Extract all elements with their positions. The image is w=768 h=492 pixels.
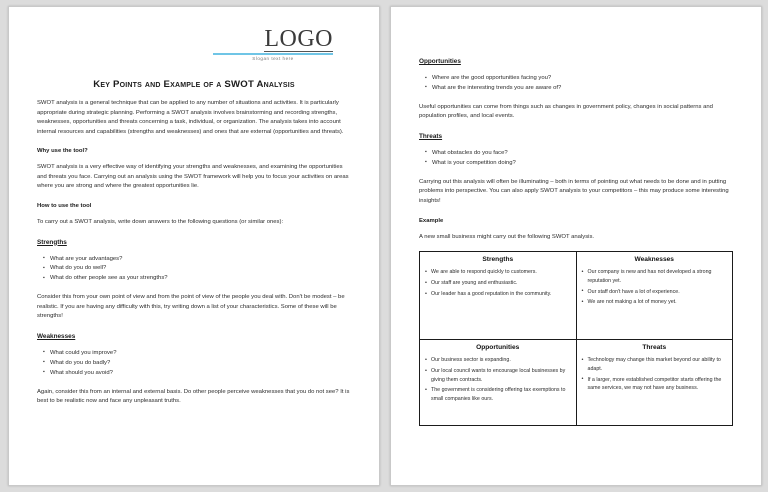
list-item: • Our company is new and has not developed a strong reputation yet. [582,268,728,285]
weaknesses-heading: Weaknesses [37,332,76,340]
example-heading: Example [419,217,444,224]
swot-cell-opportunities [420,340,577,426]
list-item: ▪ What obstacles do you face? [425,149,733,159]
document-page-1 [8,6,380,486]
intro-paragraph: SWOT analysis is a general technique that can be applied to any number of situations and activities. It is particularly appropriate during strategic planning. Performing a SWOT analysis involves brainstorming and recording strengths, weaknesses, opportunities and threats concerning a task, individual, or organization. The analysis takes into account internal resources and capabilities (strengths and weaknesses) and ones that are external (opportunities and threats). [37,100,344,135]
list-item: • Our leader has a good reputation in the community. [425,290,571,298]
strengths-heading: Strengths [37,238,67,246]
logo-accent-rule [213,53,333,55]
swot-weaknesses-list [582,268,728,307]
swot-cell-strengths [420,252,577,340]
swot-strengths-list [425,268,571,298]
list-item: • Our staff are young and enthusiastic. [425,279,571,287]
logo-wordmark: LOGO [264,26,333,52]
list-item: • We are not making a lot of money yet. [582,298,728,306]
table-row [420,252,733,340]
weaknesses-question-list [37,349,351,379]
example-paragraph: A new small business might carry out the following SWOT analysis. [419,233,595,240]
list-item: • We are able to respond quickly to customers. [425,268,571,276]
table-row [420,340,733,426]
threats-heading: Threats [419,132,443,140]
quadrant-title-strengths: Strengths [482,256,514,264]
logo-block [213,27,333,61]
quadrant-title-weaknesses: Weaknesses [634,256,674,264]
list-item: ▪ What are your advantages? [43,255,351,265]
swot-opportunities-list [425,356,571,403]
opportunities-question-list [419,74,733,94]
list-item: • If a larger, more established competitor starts offering the same services, we may not have any business. [582,376,728,393]
threats-question-list [419,149,733,169]
list-item: ▪ What should you avoid? [43,369,351,379]
how-to-use-heading: How to use the tool [37,202,92,209]
swot-matrix-table [419,251,733,426]
threats-heading-wrap [419,122,733,143]
list-item: • Technology may change this market beyond our ability to adapt. [582,356,728,373]
list-item: ▪ What do you do badly? [43,359,351,369]
document-page-2 [390,6,762,486]
swot-threats-list [582,356,728,392]
list-item: ▪ Where are the good opportunities facing you? [425,74,733,84]
swot-cell-threats [576,340,733,426]
list-item: • Our staff don't have a lot of experience. [582,288,728,296]
how-to-use-paragraph: To carry out a SWOT analysis, write down answers to the following questions (or similar ones): [37,218,284,225]
page-1-content [37,21,351,475]
page-2-content [419,21,733,475]
list-item: ▪ What is your competition doing? [425,159,733,169]
list-item: • Our local council wants to encourage local businesses by giving them contracts. [425,367,571,384]
list-item: ▪ What could you improve? [43,349,351,359]
threats-paragraph: Carrying out this analysis will often be illuminating – both in terms of pointing out what needs to be done and in putting problems into perspective. You can also apply SWOT analysis to your competitors – this may produce some interesting insights! [419,178,729,204]
list-item: • Our business sector is expanding. [425,356,571,364]
strengths-heading-wrap [37,228,351,249]
page-title: Key Points and Example of a SWOT Analysis [93,79,295,90]
opportunities-paragraph: Useful opportunities can come from things such as changes in government policy, changes in social patterns and population profiles, and local events. [419,103,713,120]
why-use-paragraph: SWOT analysis is a very effective way of identifying your strengths and weaknesses, and examining the opportunities and threats you face. Carrying out an analysis using the SWOT framework will help you to focus your activities on areas where you are strong and where the greatest opportunities lie. [37,164,349,190]
list-item: ▪ What are the interesting trends you are aware of? [425,84,733,94]
opportunities-heading-wrap [419,47,733,68]
list-item: • The government is considering offering tax exemptions to small companies like ours. [425,386,571,403]
list-item: ▪ What do you do well? [43,264,351,274]
quadrant-title-opportunities: Opportunities [476,344,520,352]
swot-cell-weaknesses [576,252,733,340]
opportunities-heading: Opportunities [419,58,461,65]
logo-slogan: Slogan text here [252,56,294,61]
strengths-question-list [37,255,351,285]
weaknesses-heading-wrap [37,322,351,343]
strengths-paragraph: Consider this from your own point of view and from the point of view of the people you deal with. Don't be modest – be realistic. If you are having any difficulty with this, try writing down a list of your characteristics. Some of these will be strengths! [37,294,345,320]
weaknesses-paragraph: Again, consider this from an internal and external basis. Do other people perceive weaknesses that you do not see? It is best to be realistic now and face any unpleasant truths. [37,388,350,405]
why-use-heading: Why use the tool? [37,148,88,155]
list-item: ▪ What do other people see as your strengths? [43,274,351,284]
quadrant-title-threats: Threats [642,344,667,352]
